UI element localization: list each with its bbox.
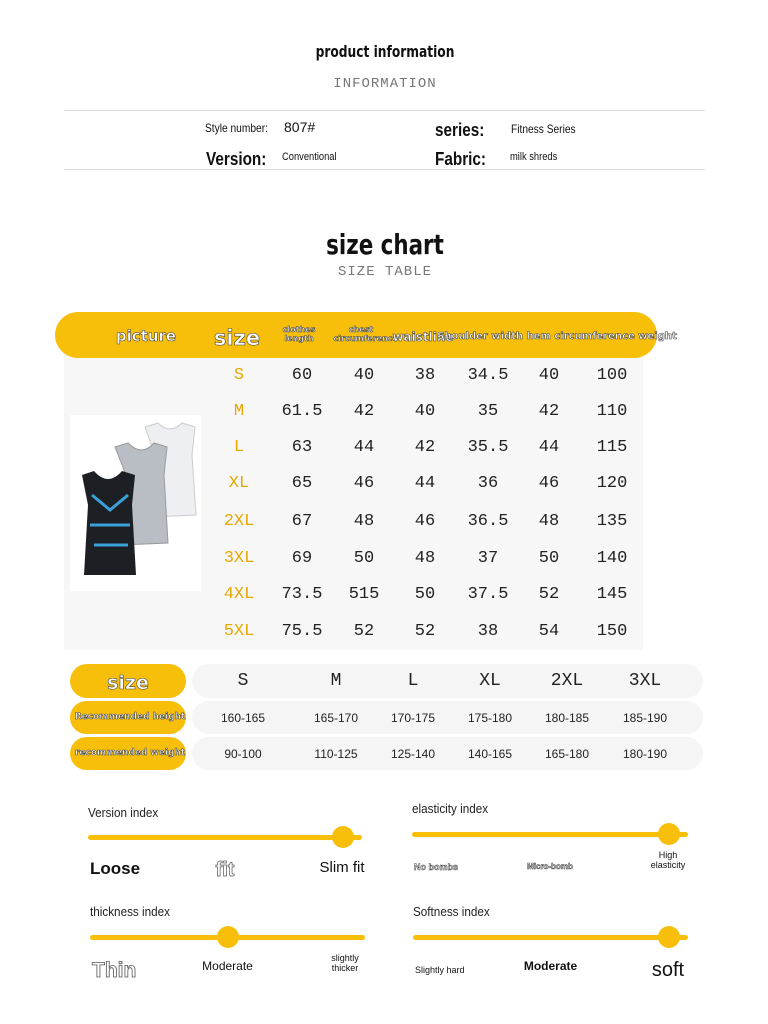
measurement-cell: 63 bbox=[291, 438, 313, 457]
measurement-cell: 36 bbox=[477, 474, 499, 493]
version-label: Version: bbox=[206, 149, 267, 169]
measurement-cell: 75.5 bbox=[281, 622, 323, 641]
height-cell: 165-170 bbox=[313, 711, 359, 725]
measurement-cell: 50 bbox=[414, 585, 436, 604]
measurement-cell: 61.5 bbox=[281, 402, 323, 421]
measurement-cell: 46 bbox=[353, 474, 375, 493]
measurement-cell: 38 bbox=[414, 366, 436, 385]
measurement-cell: 35.5 bbox=[467, 438, 509, 457]
size-cell: 2XL bbox=[550, 671, 584, 691]
measurement-cell: 42 bbox=[353, 402, 375, 421]
measurement-cell: 100 bbox=[596, 366, 628, 385]
size-cell: 2XL bbox=[223, 512, 255, 531]
size-chart-title: size chart bbox=[326, 228, 444, 261]
header-shoulder-hem-weight: Shoulder width hem circumference weight bbox=[437, 331, 677, 342]
measurement-cell: 140 bbox=[596, 549, 628, 568]
size-chart-subtitle: SIZE TABLE bbox=[337, 264, 433, 280]
style-label: Style number: bbox=[205, 121, 268, 135]
measurement-cell: 50 bbox=[353, 549, 375, 568]
index-slider-track bbox=[412, 832, 688, 837]
size-cell: S bbox=[233, 366, 245, 385]
size-cell: S bbox=[237, 671, 249, 691]
measurement-cell: 40 bbox=[414, 402, 436, 421]
measurement-cell: 44 bbox=[353, 438, 375, 457]
size-cell: XL bbox=[479, 671, 501, 691]
size-cell: M bbox=[330, 671, 342, 691]
height-cell: 175-180 bbox=[467, 711, 513, 725]
index-title: Version index bbox=[88, 805, 159, 820]
index-label: fit bbox=[215, 859, 235, 881]
measurement-cell: 48 bbox=[538, 512, 560, 531]
measurement-cell: 65 bbox=[291, 474, 313, 493]
index-label: No bombs bbox=[414, 862, 458, 872]
measurement-cell: 40 bbox=[538, 366, 560, 385]
measurement-cell: 52 bbox=[414, 622, 436, 641]
index-label: soft bbox=[651, 959, 685, 981]
weight-cell: 125-140 bbox=[390, 747, 436, 761]
index-slider-track bbox=[413, 935, 688, 940]
measurement-cell: 67 bbox=[291, 512, 313, 531]
index-slider-knob bbox=[217, 926, 239, 948]
measurement-cell: 42 bbox=[538, 402, 560, 421]
size-cell: M bbox=[233, 402, 245, 421]
measurement-cell: 35 bbox=[477, 402, 499, 421]
size-cell: 4XL bbox=[223, 585, 255, 604]
weight-cell: 90-100 bbox=[224, 747, 262, 761]
measurement-cell: 515 bbox=[348, 585, 380, 604]
measurement-cell: 52 bbox=[353, 622, 375, 641]
measurement-cell: 69 bbox=[291, 549, 313, 568]
measurement-cell: 40 bbox=[353, 366, 375, 385]
index-slider-knob bbox=[332, 826, 354, 848]
measurement-cell: 36.5 bbox=[467, 512, 509, 531]
divider bbox=[64, 169, 705, 170]
measurement-cell: 48 bbox=[414, 549, 436, 568]
measurement-cell: 34.5 bbox=[467, 366, 509, 385]
header-waistline: waistline bbox=[392, 330, 454, 344]
measurement-cell: 135 bbox=[596, 512, 628, 531]
measurement-cell: 48 bbox=[353, 512, 375, 531]
weight-cell: 140-165 bbox=[467, 747, 513, 761]
height-cell: 180-185 bbox=[544, 711, 590, 725]
size-cell: 3XL bbox=[628, 671, 662, 691]
measurement-cell: 145 bbox=[596, 585, 628, 604]
size-cell: L bbox=[407, 671, 419, 691]
index-label: slightly thicker bbox=[331, 953, 359, 973]
height-cell: 185-190 bbox=[622, 711, 668, 725]
header-size: size bbox=[213, 326, 261, 350]
weight-cell: 110-125 bbox=[314, 747, 358, 761]
weight-cell: 180-190 bbox=[622, 747, 668, 761]
fabric-label: Fabric: bbox=[435, 149, 487, 169]
height-cell: 160-165 bbox=[220, 711, 266, 725]
measurement-cell: 150 bbox=[596, 622, 628, 641]
version-value: Conventional bbox=[282, 151, 337, 163]
divider bbox=[64, 110, 705, 111]
measurement-cell: 52 bbox=[538, 585, 560, 604]
measurement-cell: 110 bbox=[596, 402, 628, 421]
measurement-cell: 44 bbox=[538, 438, 560, 457]
height-cell: 170-175 bbox=[390, 711, 436, 725]
index-label: Thin bbox=[92, 959, 137, 982]
sizes-row bbox=[192, 664, 703, 698]
series-value: Fitness Series bbox=[511, 122, 576, 136]
vest-image-icon bbox=[70, 415, 201, 591]
recommend-size-label: size bbox=[107, 672, 149, 694]
measurement-cell: 120 bbox=[596, 474, 628, 493]
size-cell: 3XL bbox=[223, 549, 255, 568]
measurement-cell: 46 bbox=[538, 474, 560, 493]
height-label: Recommended height bbox=[74, 712, 186, 722]
measurement-cell: 44 bbox=[414, 474, 436, 493]
index-label: Slightly hard bbox=[415, 965, 465, 975]
index-label: High elasticity bbox=[650, 850, 686, 870]
weight-label: recommended weight bbox=[74, 748, 186, 758]
index-label: Moderate bbox=[523, 959, 578, 973]
style-value: 807# bbox=[284, 119, 316, 135]
measurement-cell: 37 bbox=[477, 549, 499, 568]
size-cell: L bbox=[233, 438, 245, 457]
index-label: Moderate bbox=[202, 959, 253, 973]
measurement-cell: 42 bbox=[414, 438, 436, 457]
measurement-cell: 38 bbox=[477, 622, 499, 641]
index-slider-knob bbox=[658, 823, 680, 845]
measurement-cell: 115 bbox=[596, 438, 628, 457]
measurement-cell: 37.5 bbox=[467, 585, 509, 604]
measurement-cell: 60 bbox=[291, 366, 313, 385]
index-label: Slim fit bbox=[319, 859, 365, 876]
page-title: product information bbox=[315, 42, 455, 61]
fabric-value: milk shreds bbox=[510, 151, 558, 163]
index-label: Loose bbox=[90, 859, 141, 878]
index-label: Micro-bomb bbox=[527, 862, 573, 871]
measurement-cell: 54 bbox=[538, 622, 560, 641]
index-title: elasticity index bbox=[412, 801, 489, 816]
product-picture bbox=[70, 415, 201, 591]
index-slider-knob bbox=[658, 926, 680, 948]
measurement-cell: 46 bbox=[414, 512, 436, 531]
index-slider-track bbox=[88, 835, 362, 840]
header-chest: chest circumference bbox=[333, 325, 398, 343]
measurement-cell: 50 bbox=[538, 549, 560, 568]
weight-cell: 165-180 bbox=[544, 747, 590, 761]
size-cell: XL bbox=[228, 474, 250, 493]
page-subtitle: INFORMATION bbox=[333, 76, 437, 92]
series-label: series: bbox=[435, 120, 485, 140]
index-title: Softness index bbox=[413, 904, 490, 919]
header-clothes-length: clothes length bbox=[282, 325, 316, 343]
header-picture: picture bbox=[115, 327, 177, 345]
measurement-cell: 73.5 bbox=[281, 585, 323, 604]
index-title: thickness index bbox=[90, 904, 171, 919]
size-cell: 5XL bbox=[223, 622, 255, 641]
